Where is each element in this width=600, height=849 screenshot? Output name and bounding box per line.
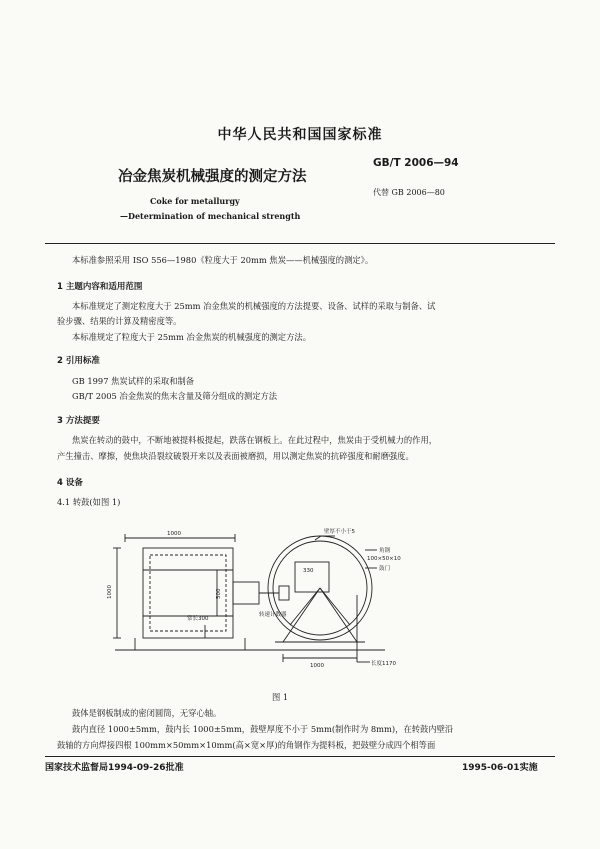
label-length: 长度1170 xyxy=(371,661,396,667)
dim-1000-top: 1000 xyxy=(167,531,181,537)
dim-500: 500 xyxy=(216,588,222,599)
after-figure-p2-line2: 鼓轴的方向焊接四根 100mm×50mm×10mm(高×宽×厚)的角钢作为提料板，把鼓壁分成四个相等面 xyxy=(57,740,436,750)
document-title: 冶金焦炭机械强度的测定方法 xyxy=(118,169,307,185)
intro-paragraph: 本标准参照采用 ISO 556—1980《粒度大于 20mm 焦炭——机械强度的测定》。 xyxy=(72,255,374,265)
dim-1000-left: 1000 xyxy=(107,585,113,599)
english-title-line1: Coke for metallurgy xyxy=(150,196,240,206)
footer-divider xyxy=(45,756,555,757)
reference-2: GB/T 2005 冶金焦炭的焦末含量及筛分组成的测定方法 xyxy=(72,391,278,401)
section-4-1: 4.1 转鼓(如图 1) xyxy=(57,497,121,507)
after-figure-p2-line1: 鼓内直径 1000±5mm，鼓内长 1000±5mm，鼓壁厚度不小于 5mm(制作时为 8mm)，在转鼓内壁沿 xyxy=(72,724,454,734)
reference-1: GB 1997 焦炭试样的采取和制备 xyxy=(72,376,195,386)
english-title-line2: —Determination of mechanical strength xyxy=(120,211,301,221)
section-3-line1: 焦炭在转动的鼓中，不断地被提料板提起，跌落在钢板上。在此过程中，焦炭由于受机械力的作用， xyxy=(72,435,438,445)
figure-caption: 图 1 xyxy=(272,692,289,702)
section-1-p1-line1: 本标准规定了测定粒度大于 25mm 冶金焦炭的机械强度的方法提要、设备、试样的采取与制备、试 xyxy=(72,301,436,311)
section-1-heading: 1 主题内容和适用范围 xyxy=(57,282,143,292)
replaces-note: 代替 GB 2006—80 xyxy=(373,188,445,197)
label-stroke: 常长300 xyxy=(187,616,209,622)
section-2-heading: 2 引用标准 xyxy=(57,356,100,366)
label-angle-size: 100×50×10 xyxy=(367,556,401,562)
approval-date: 国家技术监督局1994-09-26批准 xyxy=(45,763,184,773)
section-1-p2: 本标准规定了粒度大于 25mm 冶金焦炭的机械强度的测定方法。 xyxy=(72,332,311,342)
standard-number: GB/T 2006—94 xyxy=(373,157,459,169)
label-wall-thickness: 壁厚不小于5 xyxy=(324,529,355,535)
after-figure-p1: 鼓体是钢板制成的密闭圆筒，无穿心轴。 xyxy=(72,708,222,718)
implementation-date: 1995-06-01实施 xyxy=(462,763,538,773)
section-3-line2: 产生撞击、摩擦，使焦块沿裂纹破裂开来以及表面被磨损，用以测定焦炭的抗碎强度和耐磨强度。 xyxy=(57,451,414,461)
dim-1000-bottom: 1000 xyxy=(310,663,324,669)
label-counter: 转速计数器 xyxy=(259,612,287,618)
drum-figure xyxy=(95,520,515,680)
section-4-heading: 4 设备 xyxy=(57,478,83,488)
national-standard-header: 中华人民共和国国家标准 xyxy=(217,127,383,143)
label-angle-steel: 角钢 xyxy=(379,548,391,554)
header-divider xyxy=(45,243,555,244)
label-door: 鼓门 xyxy=(379,566,391,572)
dim-330: 330 xyxy=(303,568,314,574)
section-1-p1-line2: 验步骤、结果的计算及精密度等。 xyxy=(57,316,182,326)
section-3-heading: 3 方法提要 xyxy=(57,416,100,426)
drum-door xyxy=(295,562,329,592)
